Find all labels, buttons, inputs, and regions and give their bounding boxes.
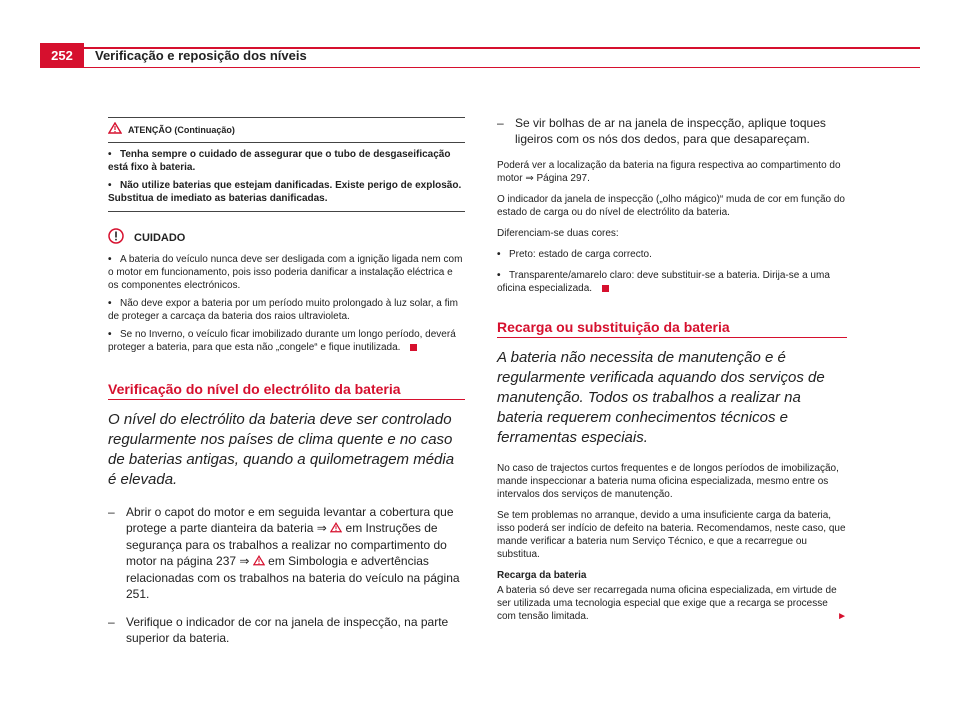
section-end-mark xyxy=(602,285,609,292)
caution-title: CUIDADO xyxy=(134,231,186,244)
caution-header xyxy=(108,228,465,248)
list-item: • Transparente/amarelo claro: deve substituir-se a bateria. Dirija-se a uma oficina especializada. xyxy=(497,270,830,294)
continue-arrow-icon: ► xyxy=(837,611,847,622)
right-column xyxy=(497,115,847,631)
header-rule xyxy=(40,67,920,68)
section-intro: A bateria não necessita de manutenção e é regularmente verificada aquando dos serviços de manutenção. Todos os trabalhos a realizar na bateria requerem conhecimentos técnicos e ferramentas especiais. xyxy=(497,349,825,446)
section-end-mark xyxy=(410,344,417,351)
step-item: – Verifique o indicador de cor na janela de inspecção, na parte superior da bateria. xyxy=(108,615,449,645)
warning-triangle-icon xyxy=(108,122,122,138)
warning-box xyxy=(108,117,465,212)
caution-circle-icon xyxy=(108,228,124,248)
page-title: Verificação e reposição dos níveis xyxy=(95,48,307,63)
subheading: Recarga da bateria xyxy=(497,570,587,581)
warning-triangle-icon xyxy=(253,554,265,570)
section-title-electrolyte: Verificação do nível do electrólito da bateria xyxy=(108,383,465,400)
warning-triangle-icon xyxy=(330,521,342,537)
step-item: – Abrir o capot do motor e em seguida levantar a cobertura que protege a parte dianteira da bateria ⇒ em Instruções de segurança para os trabalhos a realizar no compartimento do motor na página 237 ⇒ em Simbologia e advertências relacionadas com os trabalhos na bateria do veículo na página 251. xyxy=(108,505,460,601)
page-number: 252 xyxy=(40,43,84,68)
warning-item: • Tenha sempre o cuidado de assegurar que o tubo de desgaseificação está fixo à bateria. xyxy=(108,149,451,173)
warning-header xyxy=(108,122,465,143)
caution-item: • Não deve expor a bateria por um período muito prolongado à luz solar, a fim de proteger a carcaça da bateria dos raios ultravioleta. xyxy=(108,298,458,322)
paragraph: No caso de trajectos curtos frequentes e de longos períodos de imobilização, mande inspeccionar a bateria numa oficina especializada, mesmo entre os intervalos dos serviços de manutenção. xyxy=(497,463,839,500)
list-item: • Preto: estado de carga correcto. xyxy=(497,249,652,260)
paragraph: Diferenciam-se duas cores: xyxy=(497,228,619,239)
warning-item: • Não utilize baterias que estejam danificadas. Existe perigo de explosão. Substitua de imediato as baterias danificadas. xyxy=(108,180,462,204)
section-title-recharge: Recarga ou substituição da bateria xyxy=(497,321,847,338)
paragraph: Poderá ver a localização da bateria na figura respectiva ao compartimento do motor ⇒ Página 297. xyxy=(497,160,841,184)
warning-title: ATENÇÃO (Continuação) xyxy=(128,124,235,135)
step-item: – Se vir bolhas de ar na janela de inspecção, aplique toques ligeiros com os nós dos dedos, para que desapareçam. xyxy=(497,116,826,146)
left-column xyxy=(108,115,465,658)
paragraph: O indicador da janela de inspecção („olho mágico)“ muda de cor em função do estado de carga ou do nível de electrólito da bateria. xyxy=(497,194,845,218)
paragraph: Se tem problemas no arranque, devido a uma insuficiente carga da bateria, isso poderá ser indício de defeito na bateria. Recomendamos, neste caso, que mande verificar a bateria num Serviço Técnico, e que a recarregue ou substitua. xyxy=(497,510,846,560)
paragraph: A bateria só deve ser recarregada numa oficina especializada, em virtude de ser utilizada uma tecnologia especial que exige que a recarga se processe com tensão limitada. ► xyxy=(497,585,847,622)
caution-item: • A bateria do veículo nunca deve ser desligada com a ignição ligada nem com o motor em funcionamento, pois isso poderia danificar a instalação eléctrica e os componentes electrónicos. xyxy=(108,254,463,291)
caution-item: • Se no Inverno, o veículo ficar imobilizado durante um longo período, deverá proteger a bateria, para que esta não „congele“ e fique inutilizada. xyxy=(108,329,456,353)
section-intro: O nível do electrólito da bateria deve ser controlado regularmente nos países de clima quente e no caso de baterias antigas, quando a quilometragem média é elevada. xyxy=(108,411,455,488)
